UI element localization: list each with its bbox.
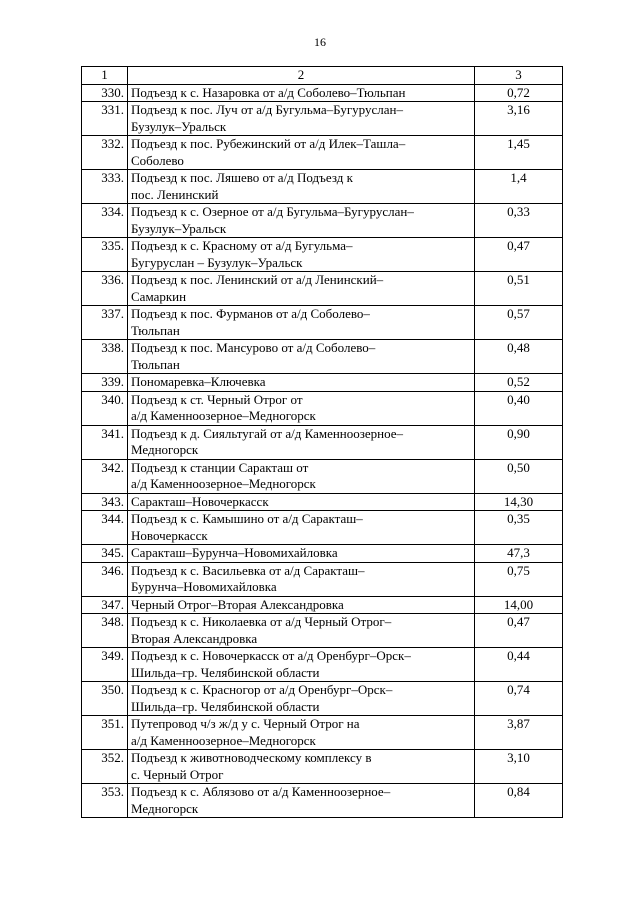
row-length: 14,00 [475,596,563,614]
page-number: 16 [314,35,326,49]
table-row [82,102,563,136]
table-row [82,204,563,238]
row-length: 0,47 [475,238,563,272]
row-road-name: Саракташ–Бурунча–Новомихайловка [128,545,475,563]
table-row [82,459,563,493]
row-number: 353. [82,784,128,818]
row-road-name: Подъезд к с. Новочеркасск от а/д Оренбург–Орск– Шильда–гр. Челябинской области [128,648,475,682]
row-road-name: Подъезд к с. Назаровка от а/д Соболево–Тюльпан [128,84,475,102]
row-number: 346. [82,562,128,596]
row-number: 342. [82,459,128,493]
row-road-name: Подъезд к пос. Ленинский от а/д Ленинский– Самаркин [128,272,475,306]
row-length: 0,40 [475,391,563,425]
row-length: 14,30 [475,493,563,511]
row-number: 337. [82,306,128,340]
row-number: 343. [82,493,128,511]
table-row [82,750,563,784]
row-road-name: Подъезд к с. Красному от а/д Бугульма– Бугуруслан – Бузулук–Уральск [128,238,475,272]
table-row [82,562,563,596]
table-row [82,493,563,511]
row-length: 0,90 [475,425,563,459]
row-number: 344. [82,511,128,545]
row-length: 0,74 [475,682,563,716]
row-length: 0,52 [475,374,563,392]
table-row [82,425,563,459]
table-row [82,648,563,682]
table-row [82,614,563,648]
table-row [82,306,563,340]
table-row [82,545,563,563]
table-header-row [82,67,563,85]
table-row [82,374,563,392]
table-row [82,596,563,614]
row-length: 0,72 [475,84,563,102]
table-row [82,784,563,818]
row-length: 1,4 [475,170,563,204]
row-road-name: Пономаревка–Ключевка [128,374,475,392]
table-row [82,682,563,716]
table-row [82,84,563,102]
row-number: 336. [82,272,128,306]
row-number: 330. [82,84,128,102]
table-row [82,716,563,750]
row-length: 1,45 [475,136,563,170]
row-number: 331. [82,102,128,136]
row-length: 0,84 [475,784,563,818]
row-number: 335. [82,238,128,272]
row-length: 0,35 [475,511,563,545]
row-road-name: Подъезд к с. Аблязово от а/д Каменноозерное– Медногорск [128,784,475,818]
row-number: 339. [82,374,128,392]
header-col-2: 2 [128,67,475,85]
row-road-name: Подъезд к с. Николаевка от а/д Черный Отрог– Вторая Александровка [128,614,475,648]
row-length: 0,51 [475,272,563,306]
roads-table [81,66,563,818]
header-col-3: 3 [475,67,563,85]
row-number: 334. [82,204,128,238]
row-number: 338. [82,340,128,374]
row-number: 340. [82,391,128,425]
row-number: 348. [82,614,128,648]
row-length: 0,44 [475,648,563,682]
row-number: 345. [82,545,128,563]
row-length: 0,48 [475,340,563,374]
row-road-name: Подъезд к с. Камышино от а/д Саракташ– Новочеркасск [128,511,475,545]
row-number: 347. [82,596,128,614]
row-length: 47,3 [475,545,563,563]
row-number: 352. [82,750,128,784]
row-number: 332. [82,136,128,170]
row-road-name: Подъезд к с. Озерное от а/д Бугульма–Бугуруслан– Бузулук–Уральск [128,204,475,238]
row-road-name: Подъезд к пос. Ляшево от а/д Подъезд к пос. Ленинский [128,170,475,204]
row-number: 333. [82,170,128,204]
table-row [82,340,563,374]
row-road-name: Подъезд к животноводческому комплексу в с. Черный Отрог [128,750,475,784]
row-number: 341. [82,425,128,459]
row-length: 0,75 [475,562,563,596]
row-length: 0,33 [475,204,563,238]
row-road-name: Подъезд к д. Сияльтугай от а/д Каменноозерное– Медногорск [128,425,475,459]
table-row [82,391,563,425]
row-number: 349. [82,648,128,682]
row-road-name: Черный Отрог–Вторая Александровка [128,596,475,614]
row-road-name: Подъезд к пос. Фурманов от а/д Соболево– Тюльпан [128,306,475,340]
row-length: 0,50 [475,459,563,493]
row-length: 3,16 [475,102,563,136]
table-row [82,511,563,545]
row-number: 351. [82,716,128,750]
row-road-name: Путепровод ч/з ж/д у с. Черный Отрог на а/д Каменноозерное–Медногорск [128,716,475,750]
row-length: 0,57 [475,306,563,340]
row-road-name: Подъезд к станции Саракташ от а/д Каменноозерное–Медногорск [128,459,475,493]
row-road-name: Подъезд к с. Васильевка от а/д Саракташ– Бурунча–Новомихайловка [128,562,475,596]
row-number: 350. [82,682,128,716]
header-col-1: 1 [82,67,128,85]
row-length: 3,10 [475,750,563,784]
row-road-name: Подъезд к ст. Черный Отрог от а/д Каменноозерное–Медногорск [128,391,475,425]
table-row [82,170,563,204]
row-road-name: Подъезд к пос. Луч от а/д Бугульма–Бугуруслан– Бузулук–Уральск [128,102,475,136]
table-row [82,272,563,306]
table-row [82,136,563,170]
row-road-name: Подъезд к пос. Рубежинский от а/д Илек–Ташла– Соболево [128,136,475,170]
row-length: 3,87 [475,716,563,750]
row-road-name: Подъезд к пос. Мансурово от а/д Соболево– Тюльпан [128,340,475,374]
row-road-name: Саракташ–Новочеркасск [128,493,475,511]
row-length: 0,47 [475,614,563,648]
table-row [82,238,563,272]
row-road-name: Подъезд к с. Красногор от а/д Оренбург–Орск– Шильда–гр. Челябинской области [128,682,475,716]
